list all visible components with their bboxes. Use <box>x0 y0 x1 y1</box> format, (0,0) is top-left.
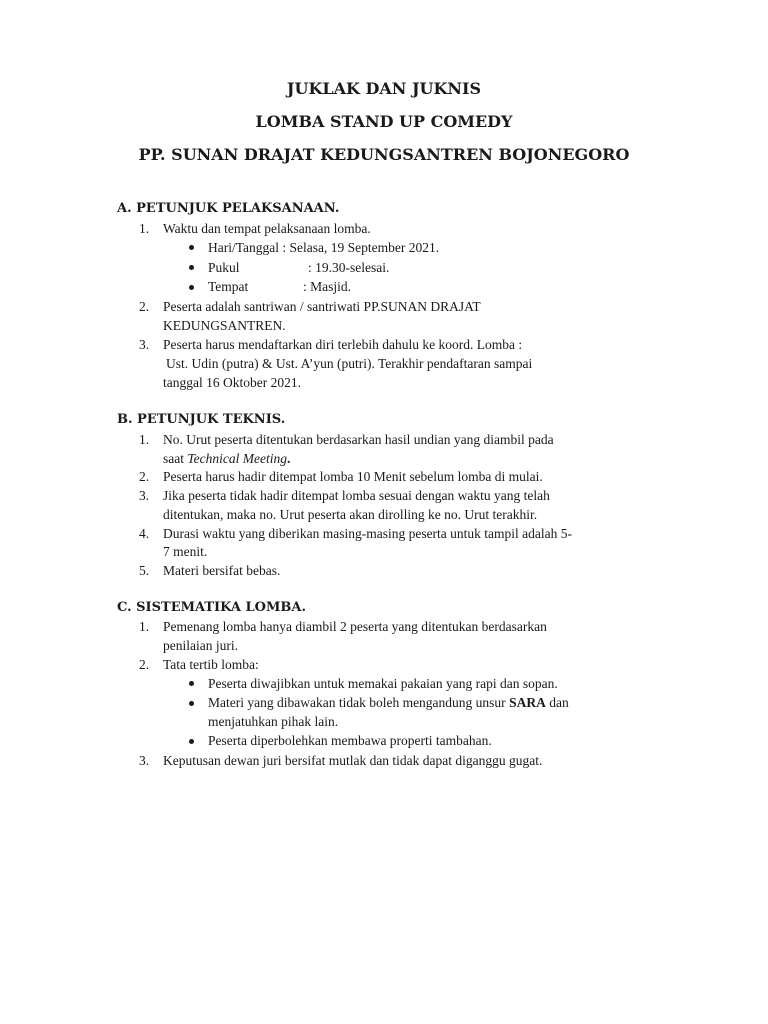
technical-meeting-text: Technical Meeting <box>187 451 287 466</box>
section-a-item2-line2: KEDUNGSANTREN. <box>163 318 286 333</box>
section-c-item1-line2: penilaian juri. <box>163 638 238 653</box>
section-a-item2-line1: Peserta adalah santriwan / santriwati PP.SUNAN DRAJAT <box>163 299 481 314</box>
section-a-item3-line2: Ust. Udin (putra) & Ust. A’yun (putri). Terakhir pendaftaran sampai <box>166 356 533 371</box>
section-b-item4-num: 4. <box>139 526 150 541</box>
section-a-item3-num: 3. <box>139 337 150 352</box>
section-b-item3-line1: Jika peserta tidak hadir ditempat lomba sesuai dengan waktu yang telah <box>163 488 550 503</box>
section-b-item1-line2-suffix: . <box>286 451 291 466</box>
section-a-item3-line3: tanggal 16 Oktober 2021. <box>163 375 301 390</box>
doc-title-line1: JUKLAK DAN JUKNIS <box>286 79 482 98</box>
sara-text: SARA <box>509 695 546 710</box>
bullet-icon <box>189 739 194 744</box>
section-a-item1-text: Waktu dan tempat pelaksanaan lomba. <box>163 221 371 236</box>
section-a-bullet-place-label: Tempat <box>208 279 249 294</box>
section-a-item3-line1: Peserta harus mendaftarkan diri terlebih dahulu ke koord. Lomba : <box>163 337 523 352</box>
section-b-item1-line2 <box>163 449 290 468</box>
section-b-item5-line1: Materi bersifat bebas. <box>163 563 281 578</box>
section-c-bullet-props: Peserta diperbolehkan membawa properti tambahan. <box>208 733 492 748</box>
section-a-bullet-time-value: : 19.30-selesai. <box>308 260 390 275</box>
section-c-bullet-dress-code: Peserta diwajibkan untuk memakai pakaian yang rapi dan sopan. <box>208 676 558 691</box>
section-b-item2-line1: Peserta harus hadir ditempat lomba 10 Menit sebelum lomba di mulai. <box>163 469 543 484</box>
section-b-item5-num: 5. <box>139 563 150 578</box>
section-b-item4-line2: 7 menit. <box>163 544 208 559</box>
bullet-icon <box>189 285 194 290</box>
doc-title-line3: PP. SUNAN DRAJAT KEDUNGSANTREN BOJONEGORO <box>138 145 630 164</box>
section-a-bullet-time-label: Pukul <box>208 260 240 275</box>
section-b-item1-line2-prefix: saat <box>163 451 188 466</box>
section-c-item2-text: Tata tertib lomba: <box>163 657 259 672</box>
section-c-bullet-material-line1 <box>208 693 569 712</box>
section-c-bullet-material-prefix: Materi yang dibawakan tidak boleh mengandung unsur <box>208 695 510 710</box>
section-b-heading: B. PETUNJUK TEKNIS. <box>117 412 286 427</box>
section-c-item1-num: 1. <box>139 619 150 634</box>
section-b-item2-num: 2. <box>139 469 150 484</box>
section-c-item2-num: 2. <box>139 657 150 672</box>
section-c-item3-line1: Keputusan dewan juri bersifat mutlak dan tidak dapat diganggu gugat. <box>163 753 543 768</box>
section-c-item1-line1: Pemenang lomba hanya diambil 2 peserta yang ditentukan berdasarkan <box>163 619 547 634</box>
bullet-icon <box>189 681 194 686</box>
section-a-item1-num: 1. <box>139 221 150 236</box>
section-a-bullet-date: Hari/Tanggal : Selasa, 19 September 2021. <box>208 240 440 255</box>
doc-title-line2: LOMBA STAND UP COMEDY <box>255 112 513 131</box>
section-c-heading: C. SISTEMATIKA LOMBA. <box>117 600 306 615</box>
bullet-icon <box>189 245 194 250</box>
bullet-icon <box>189 701 194 706</box>
section-c-bullet-material-suffix: dan <box>545 695 569 710</box>
section-a-item2-num: 2. <box>139 299 150 314</box>
section-b-item1-line1: No. Urut peserta ditentukan berdasarkan hasil undian yang diambil pada <box>163 432 554 447</box>
section-a-heading: A. PETUNJUK PELAKSANAAN. <box>117 201 340 216</box>
section-b-item4-line1: Durasi waktu yang diberikan masing-masing peserta untuk tampil adalah 5- <box>163 526 573 541</box>
section-c-item3-num: 3. <box>139 753 150 768</box>
section-c-bullet-material-line2: menjatuhkan pihak lain. <box>208 714 339 729</box>
bullet-icon <box>189 265 194 270</box>
section-a-bullet-place-value: : Masjid. <box>303 279 352 294</box>
section-b-item3-num: 3. <box>139 488 150 503</box>
section-b-item3-line2: ditentukan, maka no. Urut peserta akan dirolling ke no. Urut terakhir. <box>163 507 538 522</box>
section-b-item1-num: 1. <box>139 432 150 447</box>
